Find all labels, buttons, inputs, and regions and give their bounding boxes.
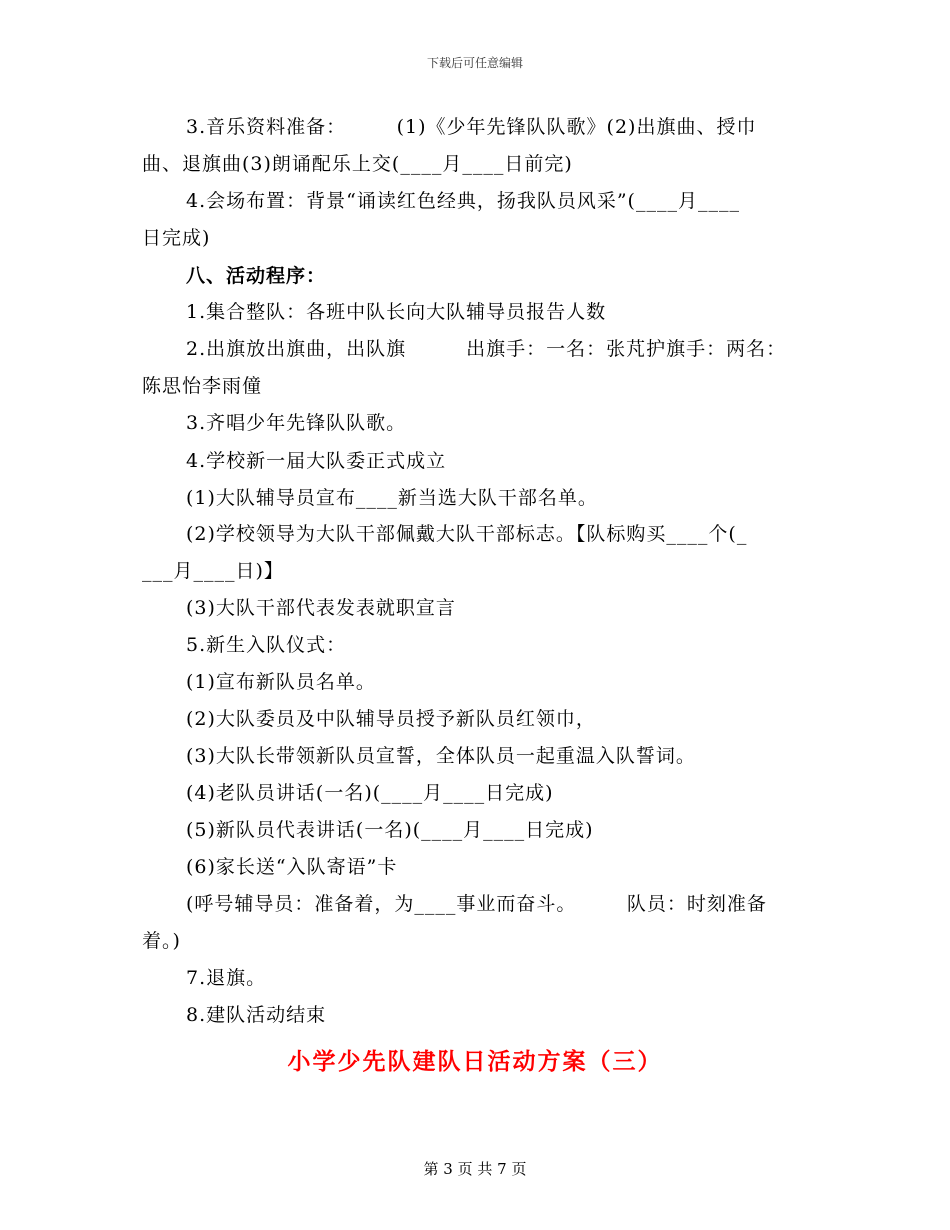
paragraph-line: (2)大队委员及中队辅导员授予新队员红领巾， [186,708,596,730]
paragraph-line: 3.音乐资料准备： (1)《少年先锋队队歌》(2)出旗曲、授巾 [186,116,757,138]
paragraph-line: 1.集合整队：各班中队长向大队辅导员报告人数 [186,301,607,323]
section-heading: 八、活动程序： [186,265,327,287]
paragraph-line: (1)大队辅导员宣布____新当选大队干部名单。 [186,487,598,509]
document-title: 小学少先队建队日活动方案（三） [287,1048,663,1075]
paragraph-line: 着。) [142,930,181,952]
paragraph-line: 日完成) [142,227,211,249]
paragraph-line: 7.退旗。 [186,967,267,989]
paragraph-line: (呼号辅导员：准备着，为____事业而奋斗。 队员：时刻准备 [186,893,767,915]
paragraph-line: 4.学校新一届大队委正式成立 [186,450,447,472]
paragraph-line: 2.出旗放出旗曲，出队旗 出旗手：一名：张芃护旗手：两名： [186,338,787,360]
paragraph-line: (1)宣布新队员名单。 [186,671,376,693]
paragraph-line: (3)大队干部代表发表就职宣言 [186,597,456,619]
paragraph-line: 8.建队活动结束 [186,1004,327,1026]
paragraph-line: (2)学校领导为大队干部佩戴大队干部标志。【队标购买____个(_ [186,523,748,545]
paragraph-line: 5.新生入队仪式： [186,634,347,656]
paragraph-line: 4.会场布置：背景“诵读红色经典，扬我队员风采”(____月____ [186,190,740,212]
page-header-note: 下载后可任意编辑 [426,56,523,70]
paragraph-line: (4)老队员讲话(一名)(____月____日完成) [186,782,554,804]
page-footer: 第 3 页 共 7 页 [423,1160,527,1178]
paragraph-line: ___月____日)】 [142,560,284,582]
paragraph-line: 陈思怡李雨僮 [142,375,263,397]
paragraph-line: 3.齐唱少年先锋队队歌。 [186,412,407,434]
paragraph-line: (6)家长送“入队寄语”卡 [186,856,398,878]
paragraph-line: (3)大队长带领新队员宣誓，全体队员一起重温入队誓词。 [186,745,696,767]
paragraph-line: (5)新队员代表讲话(一名)(____月____日完成) [186,819,594,841]
paragraph-line: 曲、退旗曲(3)朗诵配乐上交(____月____日前完) [142,153,573,175]
